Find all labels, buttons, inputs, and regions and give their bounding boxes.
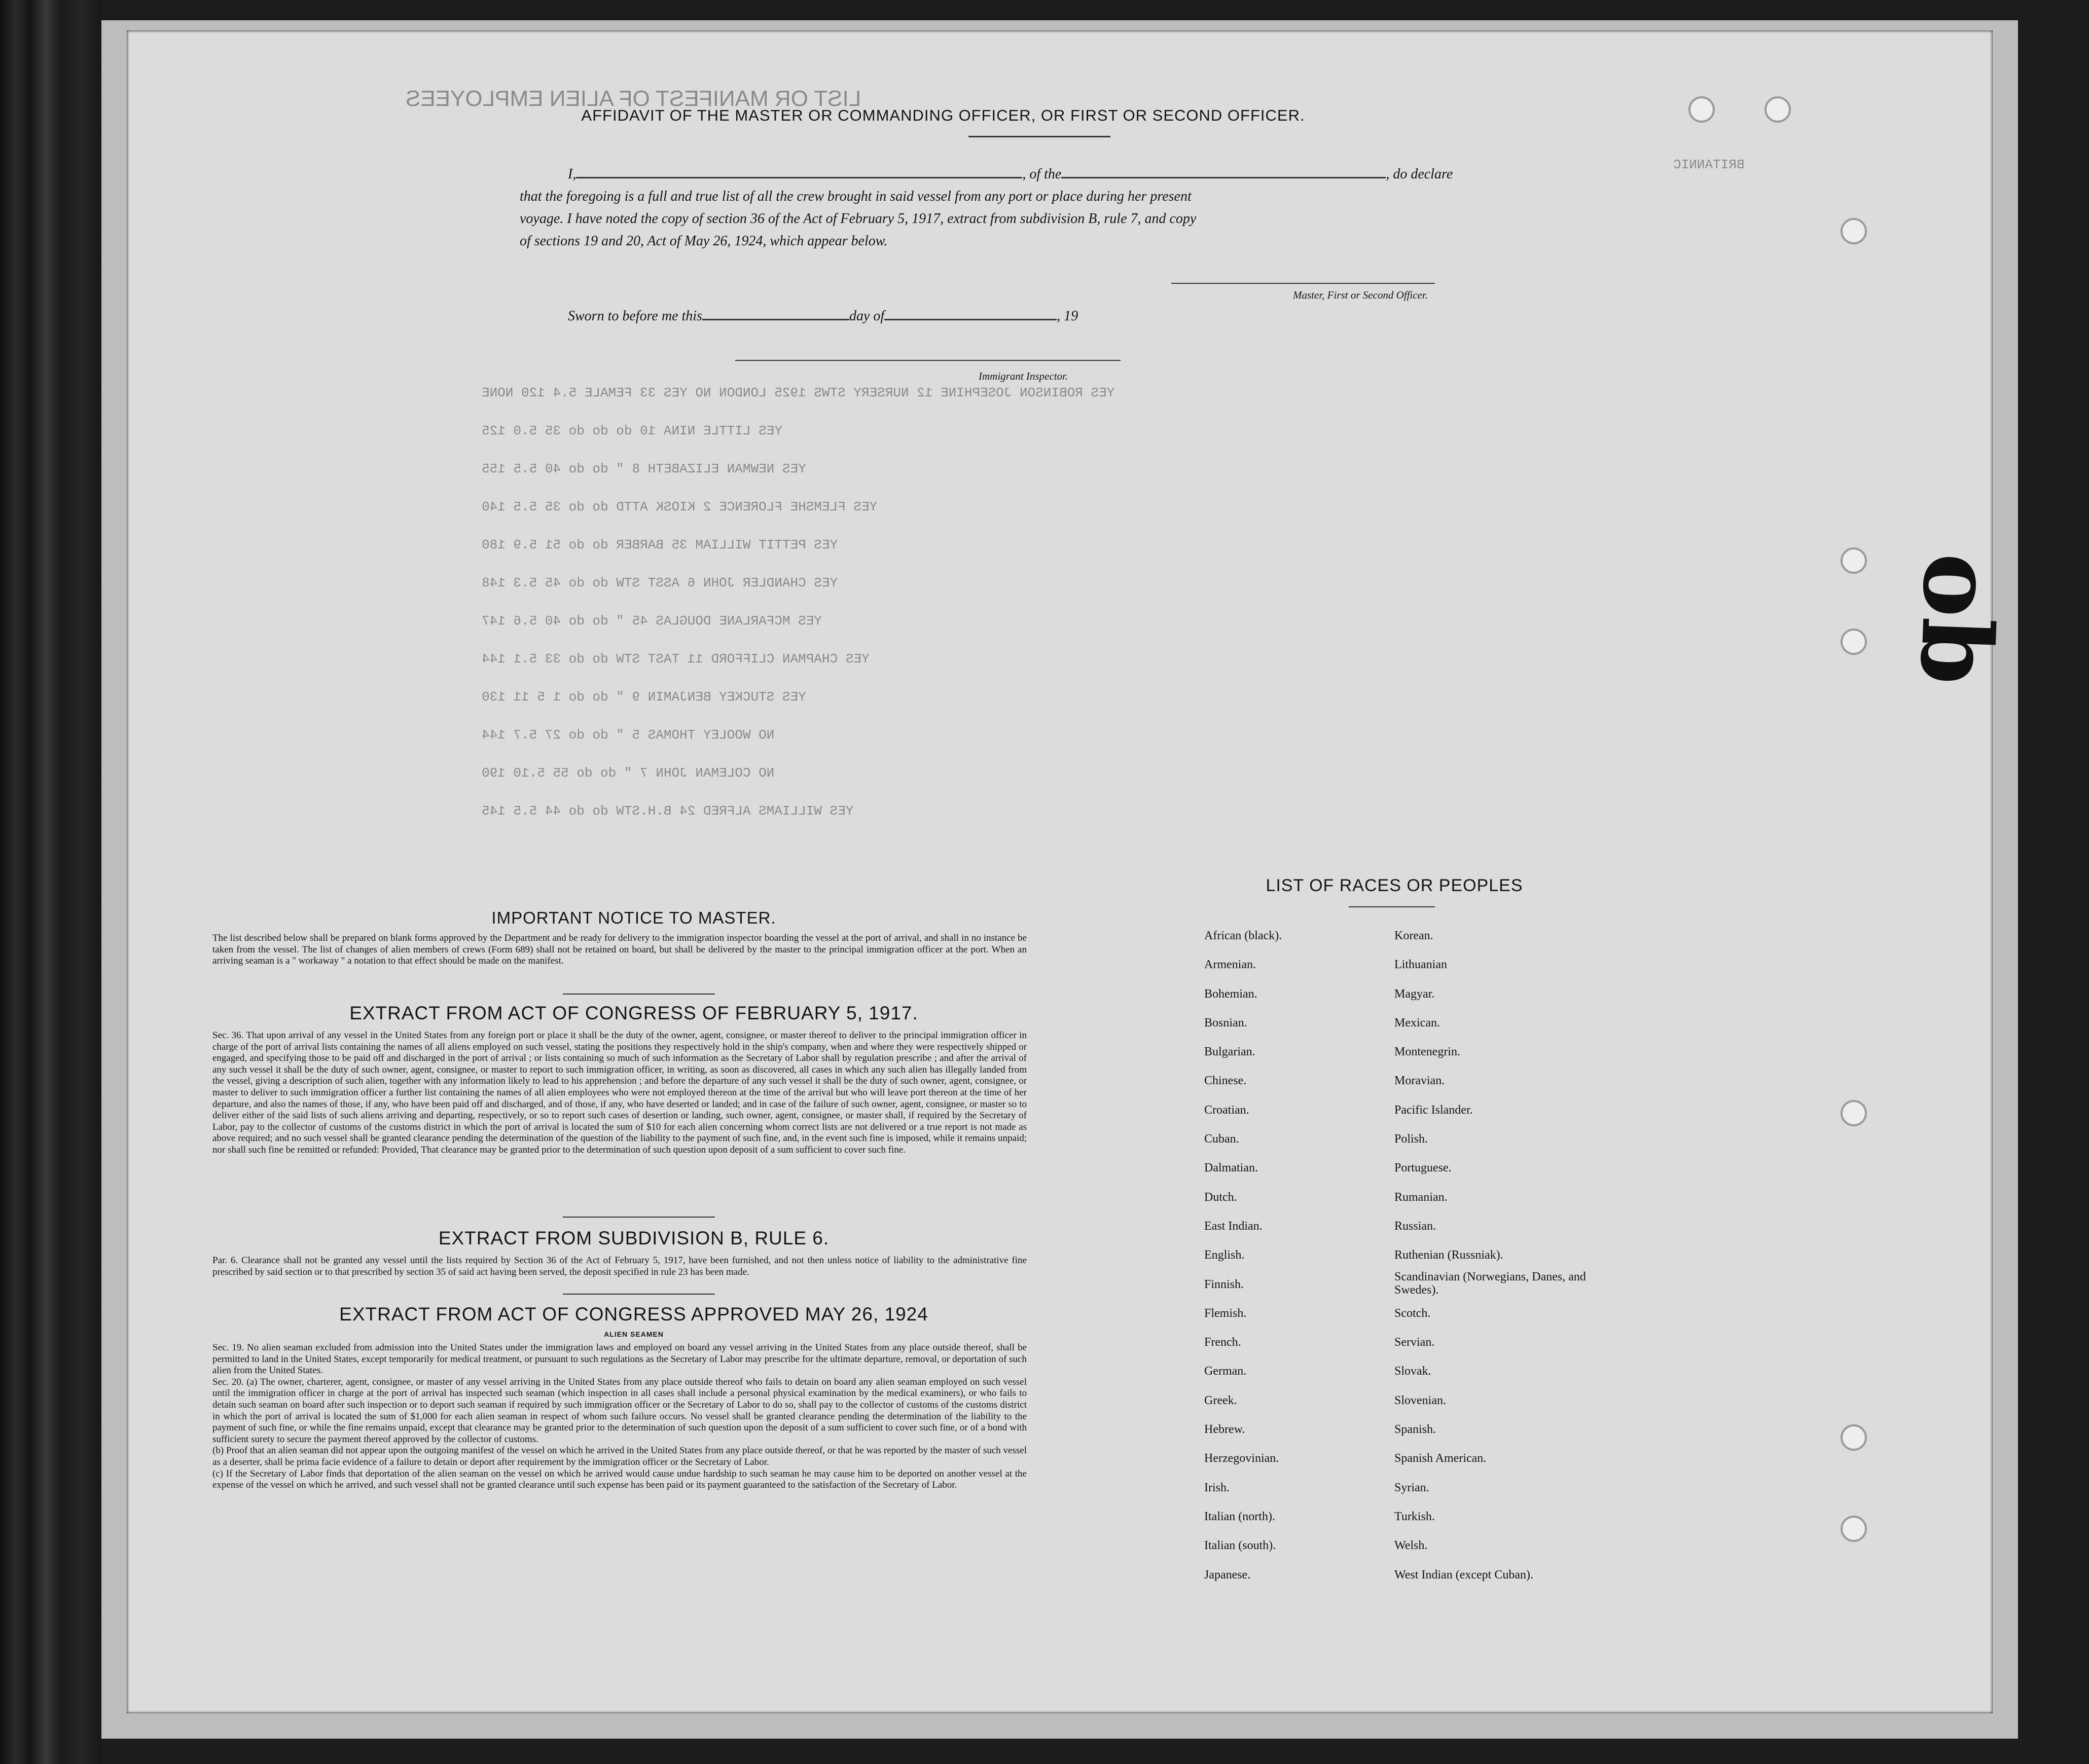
race-item: Scandinavian (Norwegians, Danes, and Swedes). [1394, 1270, 1586, 1297]
race-item: Italian (north). [1204, 1510, 1275, 1523]
affidavit-line-1 [568, 166, 1531, 182]
race-item: East Indian. [1204, 1219, 1263, 1233]
race-item: Moravian. [1394, 1074, 1445, 1088]
punch-hole [1688, 96, 1715, 123]
punch-hole [1841, 1100, 1867, 1126]
race-item: Rumanian. [1394, 1190, 1448, 1204]
race-item: Spanish American. [1394, 1452, 1487, 1465]
punch-hole [1841, 1516, 1867, 1542]
race-item: Dalmatian. [1204, 1161, 1258, 1175]
races-right-column [1394, 922, 1628, 1590]
race-item: Turkish. [1394, 1510, 1435, 1523]
affidavit-line-2: that the foregoing is a full and true list of all the crew brought in said vessel from any port or place during her present [520, 189, 1192, 204]
affidavit-i: I, [568, 166, 577, 182]
inspector-line [735, 360, 1121, 361]
position-blank [1061, 177, 1386, 178]
race-item: Pacific Islander. [1394, 1103, 1473, 1117]
race-item: Herzegovinian. [1204, 1452, 1279, 1465]
race-item: Dutch. [1204, 1190, 1237, 1204]
race-item: Montenegrin. [1394, 1045, 1460, 1059]
inspector-label: Immigrant Inspector. [979, 370, 1068, 382]
punch-hole [1841, 547, 1867, 574]
manifest-page [127, 30, 2016, 1713]
punch-hole [1841, 1424, 1867, 1451]
race-item: Welsh. [1394, 1539, 1428, 1553]
extract-rule6-text: Par. 6. Clearance shall not be granted any vessel until the lists required by Section 36 of the Act of February 5, 1917, have been furnished, and not then unless notice of liability to the administrative fine prescribed by said section or to that prescribed by section 35 of said act having been served, the deposit specified in rule 23 has been made. [212, 1255, 1027, 1277]
race-item: Lithuanian [1394, 958, 1447, 972]
bleed-through-vessel: BRITANNIC [1673, 157, 1745, 172]
race-item: Armenian. [1204, 958, 1256, 972]
divider [1349, 906, 1435, 907]
sworn-prefix: Sworn to before me this [568, 308, 702, 324]
affidavit-title: AFFIDAVIT OF THE MASTER OR COMMANDING OFFICER, OR FIRST OR SECOND OFFICER. [581, 106, 1305, 124]
sworn-day-of: day of [849, 308, 885, 324]
signature-label: Master, First or Second Officer. [1293, 289, 1428, 301]
race-item: African (black). [1204, 929, 1282, 942]
race-item: Greek. [1204, 1393, 1237, 1407]
race-item: Syrian. [1394, 1481, 1429, 1494]
race-item: Ruthenian (Russniak). [1394, 1248, 1503, 1262]
sworn-line [568, 308, 1078, 324]
sec-20c-text: (c) If the Secretary of Labor finds that deportation of the alien seaman on the vessel on which he arrived would cause undue hardship to such seaman he may cause him to be deported on another vessel at the expense of the vessel on which he arrived, and such vessel shall not be granted clearance until such expense has been paid or its payment guaranteed to the satisfaction of the Secretary of Labor. [212, 1468, 1027, 1491]
race-item: Bulgarian. [1204, 1045, 1255, 1059]
race-item: Japanese. [1204, 1568, 1251, 1582]
notice-text: The list described below shall be prepared on blank forms approved by the Department and be ready for delivery to the immigration inspector boarding the vessel at the port of arrival, and shall in no instance be taken from the vessel. The list of changes of alien members of crews (Form 689) shall not be retained on board, but shall be delivered by the master to the principal immigration officer at the port. When an arriving seaman is a " workaway " a notation to that effect should be made on the manifest. [212, 933, 1027, 967]
race-item: Croatian. [1204, 1103, 1249, 1117]
extract-1917-text: Sec. 36. That upon arrival of any vessel in the United States from any foreign port or place it shall be the duty of the owner, agent, consignee, or master thereof to deliver to the principal immigration officer in charge of the port of arrival lists containing the names of all aliens employed on such vessel, stating the positions they respectively hold in the ship's company, when and where they were respectively shipped or engaged, and specifying those to be paid off and discharged in the port of arrival ; or lists containing so much of such information as the Secretary of Labor shall by regulation prescribe ; and after the arrival of any such vessel it shall be the duty of such owner, agent, consignee, or master to report to such immigration officer, in writing, as soon as discovered, all cases in which any such alien has illegally landed from the vessel, giving a description of such alien, together with any information likely to lead to his apprehension ; and before the departure of any such vessel it shall be the duty of such owner, agent, consignee, or master to deliver to such immigration officer a further list containing the names of all alien employees who were not employed thereon at the time of the arrival but who will leave port thereon at the time of her departure, and also the names of those, if any, who have been paid off and discharged, and of those, if any, who have deserted or landed; and in case of the failure of such owner, agent, consignee, or master so to deliver either of the said lists of such aliens arriving and departing, respectively, or so to report such cases of desertion or landing, such owner, agent, consignee, or master shall, if required by the Secretary of Labor, pay to the collector of customs of the customs district in which the port of arrival is located the sum of $10 for each alien concerning whom correct lists are not delivered or a true report is not made as above required; and no such vessel shall be granted clearance pending the determination of the question of the liability to the payment of such fine, and, in the event such fine is imposed, while it remains unpaid; nor shall such fine be remitted or refunded: Provided, That clearance may be granted prior to the determination of such question upon deposit of a sum sufficient to cover such fine. [212, 1030, 1027, 1155]
sec-20b-text: (b) Proof that an alien seaman did not appear upon the outgoing manifest of the vessel on which he arrived in the United States from any place outside thereof, or that he was reported by the master of such vessel as a deserter, shall be prima facie evidence of a failure to detain or deport after requirement by the immigration officer or the Secretary of Labor. [212, 1445, 1027, 1467]
extract-1924-body [190, 1342, 1027, 1491]
race-item: German. [1204, 1365, 1247, 1378]
race-item: Scotch. [1394, 1306, 1431, 1320]
race-item: Slovak. [1394, 1365, 1431, 1378]
punch-hole [1764, 96, 1791, 123]
affidavit-of-the: , of the [1022, 166, 1062, 182]
handwritten-mark: ob [1898, 551, 2016, 687]
race-item: Finnish. [1204, 1277, 1244, 1291]
binder-spine [0, 0, 101, 1764]
divider [563, 994, 715, 995]
divider [563, 1217, 715, 1218]
race-item: French. [1204, 1336, 1241, 1349]
race-item: Hebrew. [1204, 1423, 1245, 1437]
bleed-through-title: LIST OR MANIFEST OF ALIEN EMPLOYEES [406, 86, 861, 111]
extract-1924-title: EXTRACT FROM ACT OF CONGRESS APPROVED MAY 26, 1924 [339, 1304, 928, 1325]
sec-19-text: Sec. 19. No alien seaman excluded from admission into the United States under the immigration laws and employed on board any vessel arriving in the United States from any place outside thereof, shall be permitted to land in the United States, except temporarily for medical treatment, or pursuant to such regulations as the Secretary of Labor may prescribe for the ultimate departure, removal, or deportation of such alien from the United States. [212, 1342, 1027, 1376]
race-item: Cuban. [1204, 1132, 1239, 1146]
name-blank [576, 177, 1022, 178]
race-item: Servian. [1394, 1336, 1435, 1349]
signature-line [1171, 283, 1435, 284]
race-item: Polish. [1394, 1132, 1428, 1146]
race-item: English. [1204, 1248, 1245, 1262]
extract-rule6-body [190, 1255, 1027, 1278]
race-item: Bohemian. [1204, 987, 1257, 1001]
races-left-column [1204, 922, 1397, 1590]
race-item: Slovenian. [1394, 1393, 1446, 1407]
sworn-month-blank [884, 319, 1057, 320]
race-item: Chinese. [1204, 1074, 1247, 1088]
affidavit-line-4: of sections 19 and 20, Act of May 26, 1924, which appear below. [520, 233, 888, 249]
sec-20a-text: Sec. 20. (a) The owner, charterer, agent, consignee, or master of any vessel arriving in the United States from any place outside thereof who fails to detain on board any alien seaman employed on such vessel until the immigration officer in charge at the port of arrival has inspected such seaman (which inspection in all cases shall include a personal physical examination by the medical examiners), or who fails to detain such seaman on board after such inspection or to deport such seaman if required by such immigration officer or the Secretary of Labor to do so, shall pay to the collector of customs of the customs district in which the port of arrival is located the sum of $1,000 for each alien seaman in respect of whom such failure occurs. No vessel shall be granted clearance pending the determination of the liability to the payment of such fine, or while the fine remains unpaid, except that clearance may be granted prior to the determination of such question upon the deposit of a sum sufficient to cover such fine, or of a bond with sufficient surety to secure the payment thereof approved by the collector of customs. [212, 1376, 1027, 1445]
sworn-year: , 19 [1057, 308, 1078, 324]
extract-rule6-title: EXTRACT FROM SUBDIVISION B, RULE 6. [438, 1228, 830, 1248]
race-item: Spanish. [1394, 1423, 1436, 1437]
sworn-day-blank [702, 319, 849, 320]
extract-1924-subtitle: ALIEN SEAMEN [604, 1330, 664, 1338]
divider [968, 136, 1110, 137]
race-item: Italian (south). [1204, 1539, 1276, 1553]
races-title: LIST OF RACES OR PEOPLES [1266, 876, 1523, 895]
extract-1917-title: EXTRACT FROM ACT OF CONGRESS OF FEBRUARY 5, 1917. [349, 1003, 918, 1023]
race-item: Portuguese. [1394, 1161, 1452, 1175]
notice-body [190, 933, 1027, 967]
affidavit-line-3: voyage. I have noted the copy of section 36 of the Act of February 5, 1917, extract from subdivision B, rule 7, and copy [520, 211, 1197, 227]
bleed-through-rows: YES ROBINSON JOSEPHINE 12 NURSERY STWS 1925 LONDON NO YES 33 FEMALE 5.4 120 NONE YES LITTLE NINA 10 do do do 35 5.0 125 YES NEWMAN ELIZABETH 8 " do do 40 5.5 155 YES FLEMSHE FLORENCE 2 KIOSK ATTD do do 35 5.5 140 YES PETTIT WILLIAM 35 BARBER do do 51 5.9 180 YES CHANDLER JOHN 6 ASST STW do do 45 5.3 148 YES MCFARLANE DOUGLAS 45 " do do 40 5.6 147 YES CHAPMAN CLIFFORD 11 TAST STW do do 33 5.1 144 YES STUCKEY BENJAMIN 9 " do do 1 5 11 130 NO WOOLEY THOMAS 5 " do do 27 5.7 144 NO COLEMAN JOHN 7 " do do 55 5.10 190 YES WILLIAMS ALFRED 24 B.H.STW do do 44 5.5 145 [482, 385, 1115, 819]
notice-title: IMPORTANT NOTICE TO MASTER. [491, 908, 776, 927]
punch-hole [1841, 218, 1867, 244]
race-item: Flemish. [1204, 1306, 1247, 1320]
divider [563, 1294, 715, 1295]
extract-1917-body [190, 1030, 1027, 1156]
race-item: West Indian (except Cuban). [1394, 1568, 1533, 1582]
race-item: Korean. [1394, 929, 1433, 942]
affidavit-declare: , do declare [1386, 166, 1453, 182]
race-item: Irish. [1204, 1481, 1230, 1494]
race-item: Magyar. [1394, 987, 1435, 1001]
race-item: Russian. [1394, 1219, 1436, 1233]
race-item: Bosnian. [1204, 1016, 1247, 1030]
race-item: Mexican. [1394, 1016, 1440, 1030]
punch-hole [1841, 629, 1867, 655]
